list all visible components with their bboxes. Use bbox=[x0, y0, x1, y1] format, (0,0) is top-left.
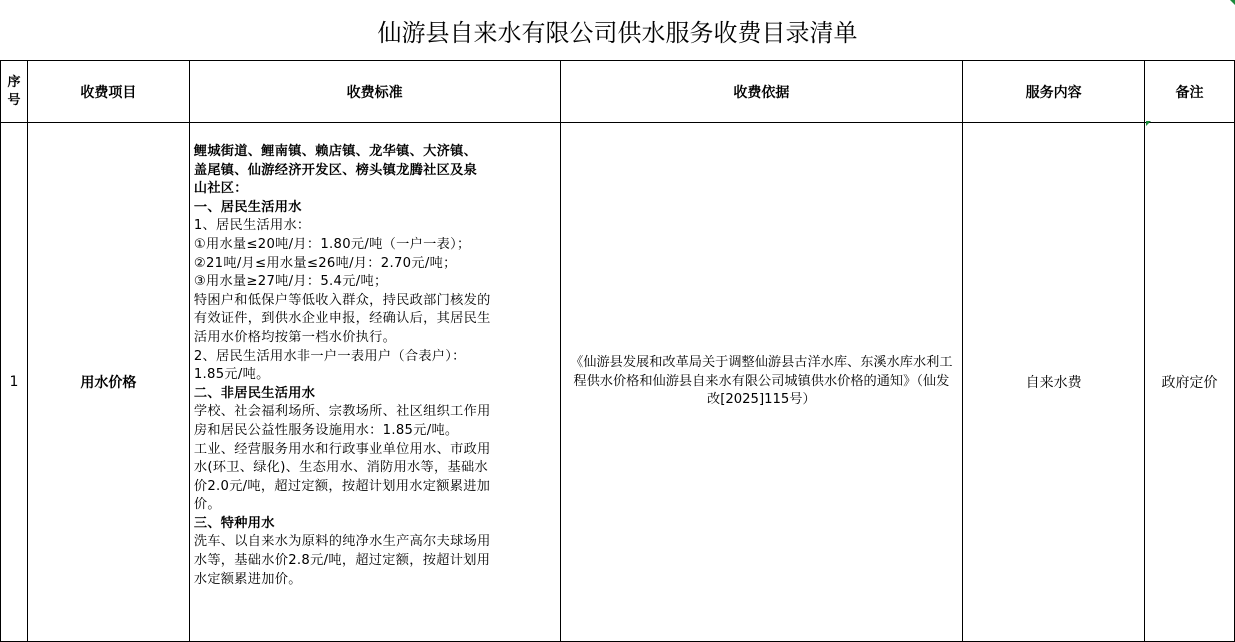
standard-line: 工业、经营服务用水和行政事业单位用水、市政用 bbox=[193, 441, 491, 457]
header-index: 序号 bbox=[1, 61, 28, 123]
header-standard: 收费标准 bbox=[189, 61, 560, 123]
standard-line: 有效证件，到供水企业申报，经确认后，其居民生 bbox=[193, 311, 491, 327]
row-remark: 政府定价 bbox=[1145, 123, 1235, 642]
standard-line: 鲤城街道、鲤南镇、赖店镇、龙华镇、大济镇、 bbox=[193, 144, 478, 159]
standard-line: 1.85元/吨。 bbox=[193, 367, 270, 383]
standard-line: 山社区： bbox=[193, 181, 248, 197]
standard-line: 水等，基础水价2.8元/吨，超过定额，按超计划用 bbox=[193, 553, 491, 569]
standard-line: 1、居民生活用水： bbox=[193, 218, 311, 234]
row-index: 1 bbox=[1, 123, 28, 642]
standard-line: 三、特种用水 bbox=[193, 515, 275, 531]
standard-line: 特困户和低保户等低收入群众，持民政部门核发的 bbox=[193, 292, 491, 308]
standard-line: 一、居民生活用水 bbox=[193, 199, 302, 215]
row-standard bbox=[189, 123, 560, 642]
header-remark: 备注 bbox=[1145, 61, 1235, 123]
header-item: 收费项目 bbox=[27, 61, 189, 123]
standard-line: 洗车、以自来水为原料的纯净水生产高尔夫球场用 bbox=[193, 534, 491, 550]
standard-line: 房和居民公益性服务设施用水：1.85元/吨。 bbox=[193, 422, 459, 438]
standard-line: 活用水价格均按第一档水价执行。 bbox=[193, 329, 397, 345]
standard-line: 价。 bbox=[193, 497, 221, 513]
standard-line: 二、非居民生活用水 bbox=[193, 385, 316, 401]
standard-line: 学校、社会福利场所、宗教场所、社区组织工作用 bbox=[193, 404, 491, 420]
standard-line: 2、居民生活用水非一户一表用户（合表户）： bbox=[193, 348, 466, 364]
standard-line: 水(环卫、绿化)、生态用水、消防用水等，基础水 bbox=[193, 460, 488, 476]
fee-table bbox=[0, 60, 1235, 642]
standard-line: 盖尾镇、仙游经济开发区、榜头镇龙腾社区及泉 bbox=[193, 162, 478, 178]
standard-line: ③用水量≥27吨/月：5.4元/吨； bbox=[193, 274, 388, 290]
header-service: 服务内容 bbox=[963, 61, 1145, 123]
row-item: 用水价格 bbox=[27, 123, 189, 642]
header-basis: 收费依据 bbox=[560, 61, 963, 123]
row-service: 自来水费 bbox=[963, 123, 1145, 642]
comment-marker-icon bbox=[1230, 0, 1235, 5]
standard-line: ①用水量≤20吨/月：1.80元/吨（一户一表）； bbox=[193, 236, 471, 252]
comment-marker-icon bbox=[1146, 121, 1151, 126]
table-row bbox=[1, 123, 1235, 642]
header-row bbox=[1, 61, 1235, 123]
row-basis: 《仙游县发展和改革局关于调整仙游县古洋水库、东溪水库水利工程供水价格和仙游县自来水有限公司城镇供水价格的通知》（仙发改[2025]115号） bbox=[560, 123, 963, 642]
standard-line: 价2.0元/吨，超过定额，按超计划用水定额累进加 bbox=[193, 478, 491, 494]
page-title: 仙游县自来水有限公司供水服务收费目录清单 bbox=[0, 0, 1235, 61]
standard-line: 水定额累进加价。 bbox=[193, 571, 302, 587]
standard-line: ②21吨/月≤用水量≤26吨/月：2.70元/吨； bbox=[193, 255, 457, 271]
